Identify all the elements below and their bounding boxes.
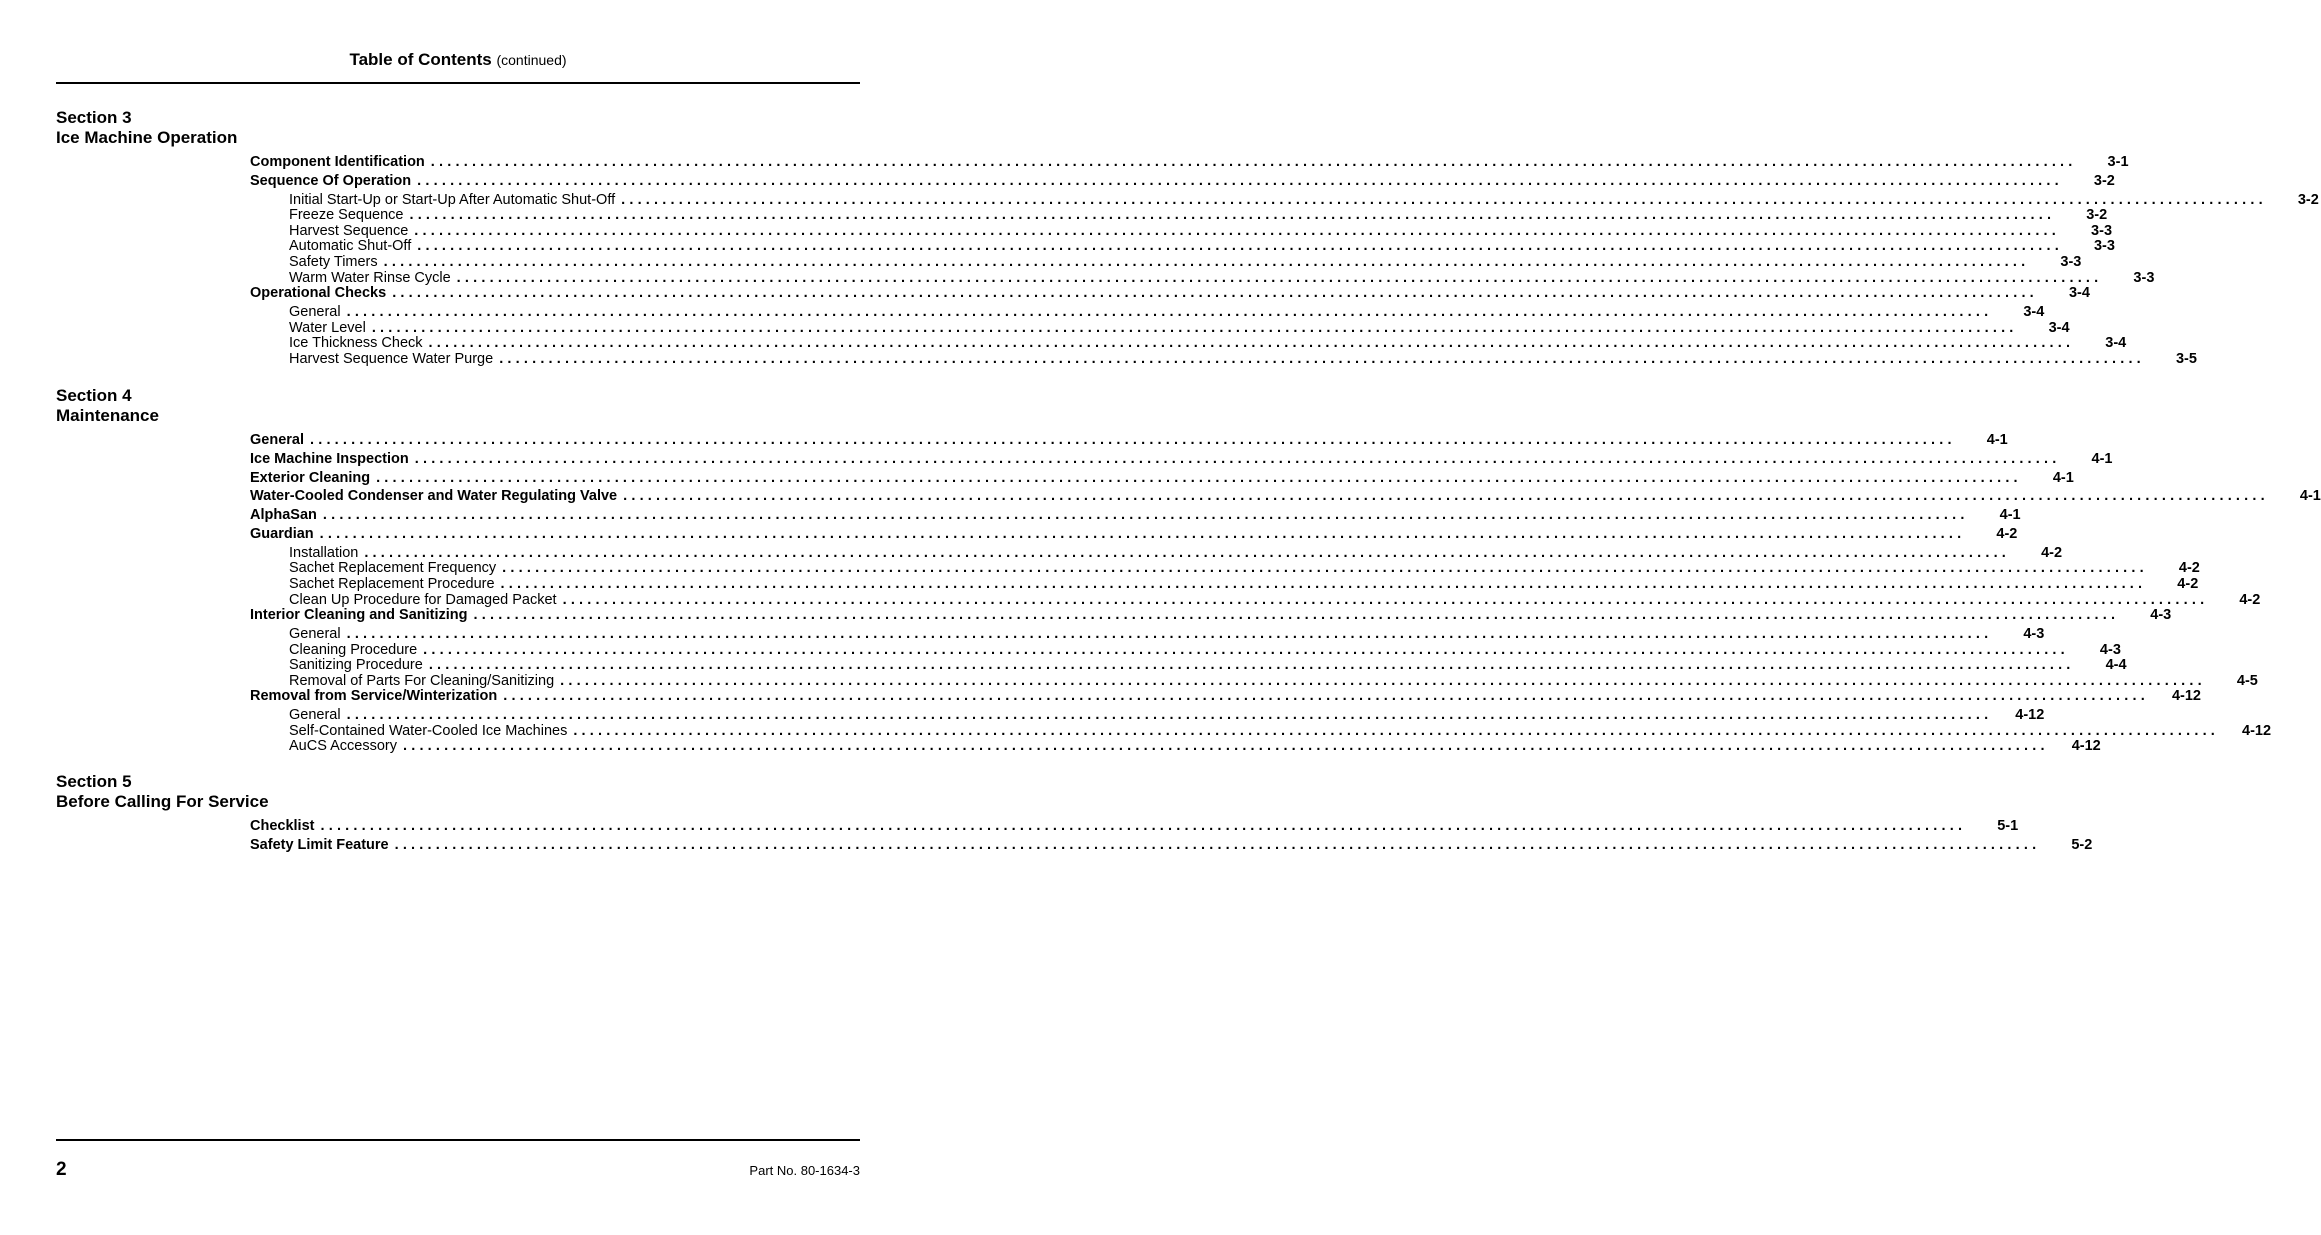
dot-leader: ........................................................................................................................................................................................................ — [403, 738, 2049, 755]
toc-entries — [250, 432, 2321, 755]
toc-entry[interactable] — [250, 450, 2113, 470]
toc-entry-label: Cleaning Procedure — [289, 641, 418, 658]
toc-entry-label: Checklist — [250, 818, 315, 834]
section-number: Section 4 — [56, 386, 132, 405]
header-rule — [56, 82, 860, 84]
dot-leader: ........................................................................................................................................................................................................ — [423, 641, 2069, 658]
dot-leader: ........................................................................................................................................................................................................ — [417, 172, 2063, 189]
toc-entry[interactable] — [250, 154, 2129, 173]
toc-entry-page: 4-3 — [2150, 607, 2172, 624]
toc-entry[interactable] — [250, 285, 2090, 304]
toc-entry-page: 4-3 — [2023, 625, 2045, 642]
dot-leader: ........................................................................................................................................................................................................ — [346, 625, 1993, 642]
dot-leader: ........................................................................................................................................................................................................ — [364, 544, 2011, 561]
toc-entry-label: General — [289, 707, 341, 724]
toc-entry-label: Harvest Sequence Water Purge — [289, 350, 494, 367]
toc-entry-label: Water-Cooled Condenser and Water Regulating Valve — [250, 488, 618, 505]
page-header — [56, 50, 860, 70]
toc-entry[interactable] — [250, 544, 2063, 561]
toc-entry-label: Guardian — [250, 525, 314, 542]
dot-leader: ........................................................................................................................................................................................................ — [456, 269, 2103, 286]
toc-entry-label: Installation — [289, 544, 359, 561]
toc-entry-page: 3-4 — [2068, 285, 2090, 302]
toc-entry-page: 3-2 — [2093, 172, 2115, 189]
toc-entry[interactable] — [250, 836, 2093, 856]
toc-entry-page: 3-3 — [2133, 269, 2155, 286]
dot-leader: ........................................................................................................................................................................................................ — [428, 335, 2075, 352]
toc-entry-label: Automatic Shut-Off — [289, 238, 412, 255]
toc-entry[interactable] — [250, 641, 2121, 658]
toc-entry[interactable] — [250, 319, 2070, 336]
dot-leader: ........................................................................................................................................................................................................ — [560, 672, 2206, 689]
toc-entry-label: Interior Cleaning and Sanitizing — [250, 607, 468, 624]
toc-entry-label: Removal of Parts For Cleaning/Sanitizing — [289, 672, 555, 689]
dot-leader: ........................................................................................................................................................................................................ — [621, 191, 2267, 208]
toc-entry[interactable] — [250, 672, 2258, 689]
toc-entry-page: 5-2 — [2071, 836, 2093, 853]
toc-entry-label: Water Level — [289, 319, 366, 336]
toc-entry-page: 4-1 — [2091, 450, 2113, 467]
toc-entry[interactable] — [250, 172, 2115, 192]
toc-entry-label: Safety Timers — [289, 253, 378, 270]
dot-leader: ........................................................................................................................................................................................................ — [562, 591, 2209, 608]
toc-entry-page: 3-4 — [2048, 319, 2070, 336]
toc-entry[interactable] — [250, 469, 2074, 489]
toc-entry-label: General — [289, 303, 341, 320]
toc-entry-page: 4-12 — [2242, 722, 2272, 739]
toc-entry[interactable] — [250, 707, 2045, 724]
toc-entry-label: Operational Checks — [250, 285, 387, 302]
toc-entry-label: Removal from Service/Winterization — [250, 688, 498, 705]
toc-entry[interactable] — [250, 253, 2082, 270]
section-3 — [56, 108, 2319, 367]
section-4 — [56, 386, 2321, 755]
dot-leader: ........................................................................................................................................................................................................ — [346, 707, 1993, 724]
toc-title: Table of Contents — [349, 50, 492, 69]
toc-entry-page: 4-1 — [1999, 507, 2021, 524]
dot-leader: ........................................................................................................................................................................................................ — [428, 657, 2075, 674]
toc-entry[interactable] — [250, 688, 2201, 707]
dot-leader: ........................................................................................................................................................................................................ — [409, 207, 2056, 224]
toc-entry-page: 4-4 — [2105, 657, 2127, 674]
toc-entry-page: 3-2 — [2086, 207, 2108, 224]
dot-leader: ........................................................................................................................................................................................................ — [623, 488, 2269, 505]
toc-entry-label: Exterior Cleaning — [250, 469, 371, 486]
toc-entry-label: General — [289, 625, 341, 642]
toc-entries — [250, 818, 2093, 856]
dot-leader: ........................................................................................................................................................................................................ — [394, 836, 2041, 853]
section-number: Section 5 — [56, 772, 132, 791]
toc-entry-page: 4-12 — [2015, 707, 2045, 724]
toc-entry-page: 3-4 — [2105, 335, 2127, 352]
toc-entry-label: Initial Start-Up or Start-Up After Automatic Shut-Off — [289, 191, 616, 208]
toc-entry[interactable] — [250, 432, 2008, 451]
toc-entry[interactable] — [250, 575, 2199, 592]
dot-leader: ........................................................................................................................................................................................................ — [310, 432, 1956, 448]
toc-entry[interactable] — [250, 738, 2101, 755]
toc-entry[interactable] — [250, 207, 2108, 224]
dot-leader: ........................................................................................................................................................................................................ — [500, 575, 2147, 592]
toc-entry-page: 4-12 — [2171, 688, 2201, 705]
toc-entry-page: 4-1 — [1986, 432, 2008, 448]
dot-leader: ........................................................................................................................................................................................................ — [392, 285, 2038, 302]
toc-entry[interactable] — [250, 335, 2127, 352]
toc-entry-label: Ice Thickness Check — [289, 335, 423, 352]
toc-entry[interactable] — [250, 657, 2127, 674]
toc-entry-label: General — [250, 432, 304, 448]
toc-entry-label: Clean Up Procedure for Damaged Packet — [289, 591, 557, 608]
toc-entry[interactable] — [250, 222, 2113, 239]
toc-entry-label: Sachet Replacement Frequency — [289, 560, 497, 577]
dot-leader: ........................................................................................................................................................................................................ — [417, 238, 2063, 255]
dot-leader: ........................................................................................................................................................................................................ — [503, 688, 2149, 705]
dot-leader: ........................................................................................................................................................................................................ — [473, 607, 2120, 624]
section-number: Section 3 — [56, 108, 132, 127]
toc-entries — [250, 154, 2319, 367]
toc-entry[interactable] — [250, 625, 2045, 642]
toc-entry-label: Warm Water Rinse Cycle — [289, 269, 451, 286]
dot-leader: ........................................................................................................................................................................................................ — [376, 469, 2022, 486]
dot-leader: ........................................................................................................................................................................................................ — [322, 507, 1969, 524]
dot-leader: ........................................................................................................................................................................................................ — [346, 303, 1993, 320]
toc-entry[interactable] — [250, 488, 2321, 507]
toc-entry[interactable] — [250, 350, 2197, 367]
toc-entry-page: 3-5 — [2175, 350, 2197, 367]
section-name: Before Calling For Service — [56, 792, 269, 811]
dot-leader: ........................................................................................................................................................................................................ — [383, 253, 2030, 270]
section-name: Ice Machine Operation — [56, 128, 238, 147]
toc-entry[interactable] — [250, 269, 2155, 286]
toc-entry-page: 3-4 — [2023, 303, 2045, 320]
toc-entry-label: Self-Contained Water-Cooled Ice Machines — [289, 722, 568, 739]
dot-leader: ........................................................................................................................................................................................................ — [502, 560, 2148, 577]
toc-entry[interactable] — [250, 525, 2018, 545]
page-number: 2 — [56, 1159, 67, 1180]
toc-entry-page: 5-1 — [1997, 818, 2019, 834]
toc-entry[interactable] — [250, 303, 2045, 320]
toc-entry[interactable] — [250, 560, 2200, 577]
dot-leader: ........................................................................................................................................................................................................ — [499, 350, 2145, 367]
dot-leader: ........................................................................................................................................................................................................ — [319, 525, 1966, 542]
toc-entry[interactable] — [250, 818, 2019, 837]
toc-entry-label: Harvest Sequence — [289, 222, 409, 239]
toc-entry-label: Sanitizing Procedure — [289, 657, 423, 674]
toc-entry-page: 4-3 — [2099, 641, 2121, 658]
toc-entry-page: 4-5 — [2236, 672, 2258, 689]
toc-entry[interactable] — [250, 191, 2319, 208]
toc-entry-label: Safety Limit Feature — [250, 836, 389, 853]
dot-leader: ........................................................................................................................................................................................................ — [414, 450, 2061, 467]
toc-entry-page: 4-2 — [2239, 591, 2261, 608]
toc-entry-page: 3-3 — [2060, 253, 2082, 270]
part-number: Part No. 80-1634-3 — [749, 1163, 860, 1178]
section-5 — [56, 772, 2093, 856]
toc-entry-label: Freeze Sequence — [289, 207, 404, 224]
dot-leader: ........................................................................................................................................................................................................ — [430, 154, 2077, 170]
toc-entry-page: 3-1 — [2107, 154, 2129, 170]
toc-entry-label: Ice Machine Inspection — [250, 450, 409, 467]
dot-leader: ........................................................................................................................................................................................................ — [414, 222, 2061, 239]
toc-entry[interactable] — [250, 507, 2021, 526]
toc-entry-page: 4-1 — [2052, 469, 2074, 486]
toc-entry-page: 4-2 — [2041, 544, 2063, 561]
toc-entry-page: 4-2 — [2177, 575, 2199, 592]
toc-entry-label: Sachet Replacement Procedure — [289, 575, 495, 592]
toc-entry[interactable] — [250, 722, 2272, 739]
toc-entry[interactable] — [250, 591, 2261, 608]
footer-rule — [56, 1139, 860, 1141]
toc-entry-page: 4-1 — [2299, 488, 2321, 505]
toc-entry-label: Component Identification — [250, 154, 425, 170]
section-name: Maintenance — [56, 406, 159, 425]
toc-entry-label: AuCS Accessory — [289, 738, 397, 755]
toc-entry-label: Sequence Of Operation — [250, 172, 412, 189]
toc-entry-page: 4-2 — [2178, 560, 2200, 577]
dot-leader: ........................................................................................................................................................................................................ — [573, 722, 2220, 739]
dot-leader: ........................................................................................................................................................................................................ — [320, 818, 1967, 834]
toc-entry-page: 4-12 — [2071, 738, 2101, 755]
toc-entry-label: AlphaSan — [250, 507, 317, 524]
toc-entry-page: 3-3 — [2091, 222, 2113, 239]
toc-entry[interactable] — [250, 238, 2115, 255]
dot-leader: ........................................................................................................................................................................................................ — [371, 319, 2018, 336]
toc-entry-page: 3-2 — [2297, 191, 2319, 208]
continued-label: (continued) — [496, 52, 567, 68]
toc-entry[interactable] — [250, 607, 2172, 626]
toc-entry-page: 4-2 — [1996, 525, 2018, 542]
toc-entry-page: 3-3 — [2093, 238, 2115, 255]
